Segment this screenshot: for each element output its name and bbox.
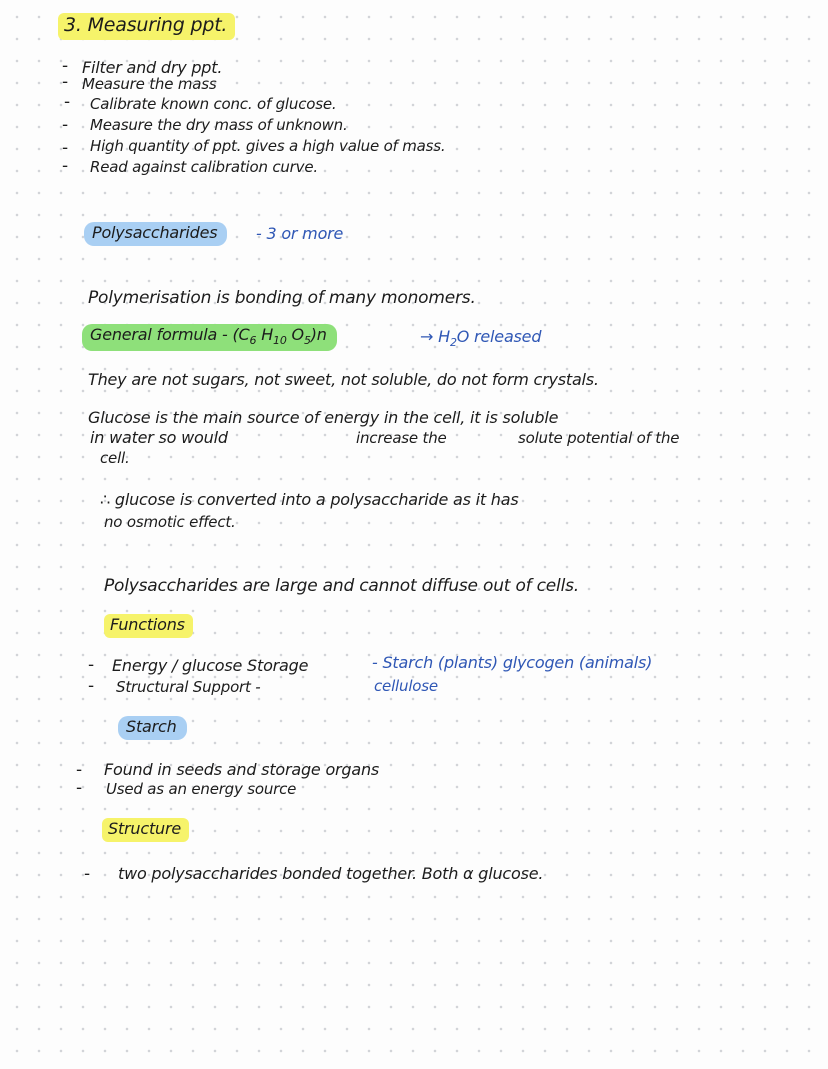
heading-starch: Starch — [118, 716, 187, 740]
bullet-dash: - — [76, 778, 83, 798]
starch-note-2: Used as an energy source — [106, 780, 297, 798]
function-energy-examples: - Starch (plants) glycogen (animals) — [372, 653, 653, 672]
heading-functions: Functions — [104, 614, 193, 638]
large-molecules-line: Polysaccharides are large and cannot diffuse out of cells. — [104, 576, 579, 596]
function-structural: Structural Support - — [116, 678, 261, 696]
formula-h: H — [261, 325, 274, 344]
measuring-note-2: Measure the mass — [82, 75, 217, 93]
bullet-dash: - — [62, 156, 69, 176]
function-structural-example: cellulose — [374, 677, 438, 695]
bullet-dash: - — [88, 676, 95, 696]
formula-close: )n — [310, 325, 327, 344]
measuring-note-4: Measure the dry mass of unknown. — [90, 116, 348, 134]
formula-o: O — [291, 325, 304, 344]
heading-structure: Structure — [102, 818, 189, 842]
polymerisation-definition: Polymerisation is bonding of many monomers. — [88, 288, 476, 308]
bullet-dash: - — [76, 760, 83, 780]
glucose-line-2b: increase the — [356, 429, 447, 447]
measuring-note-6: Read against calibration curve. — [90, 158, 318, 176]
measuring-note-1: Filter and dry ppt. — [82, 58, 223, 77]
starch-note-1: Found in seeds and storage organs — [104, 760, 380, 779]
formula-o-subscript: 5 — [303, 334, 311, 347]
glucose-line-2c: solute potential of the — [518, 429, 680, 447]
measuring-note-3: Calibrate known conc. of glucose. — [90, 95, 337, 113]
formula-c-subscript: 6 — [249, 334, 257, 347]
formula-label: General formula — [90, 325, 218, 344]
formula-open: (C — [232, 325, 250, 344]
bullet-dash: - — [62, 115, 69, 135]
water-released-note — [420, 329, 541, 348]
bullet-dash: - — [88, 655, 95, 675]
therefore-line-2: no osmotic effect. — [104, 513, 236, 531]
formula-dash: - — [222, 325, 228, 344]
function-energy: Energy / glucose Storage — [112, 656, 309, 675]
heading-polysaccharides: Polysaccharides — [84, 222, 227, 246]
polysaccharide-properties: They are not sugars, not sweet, not soluble, do not form crystals. — [88, 370, 599, 389]
glucose-line-3: cell. — [100, 449, 130, 467]
water-note-post: O released — [456, 327, 542, 346]
bullet-dash: - — [64, 92, 71, 112]
heading-measuring-ppt: 3. Measuring ppt. — [58, 13, 235, 40]
general-formula-highlight — [82, 324, 337, 351]
bullet-dash: - — [62, 72, 69, 92]
glucose-line-2a: in water so would — [90, 428, 228, 447]
structure-line: two polysaccharides bonded together. Both α glucose. — [118, 864, 544, 883]
therefore-line-1: ∴ glucose is converted into a polysaccharide as it has — [100, 490, 519, 509]
measuring-note-5: High quantity of ppt. gives a high value of mass. — [90, 137, 446, 155]
bullet-dash: - — [84, 864, 91, 884]
polysaccharides-note: - 3 or more — [256, 224, 344, 243]
water-note-subscript: 2 — [449, 336, 457, 349]
formula-h-subscript: 10 — [273, 334, 287, 347]
bullet-dash: - — [62, 138, 69, 158]
bullet-dash: - — [62, 56, 69, 76]
glucose-line-1: Glucose is the main source of energy in the cell, it is soluble — [88, 408, 559, 427]
water-note-pre: → H — [420, 327, 450, 346]
